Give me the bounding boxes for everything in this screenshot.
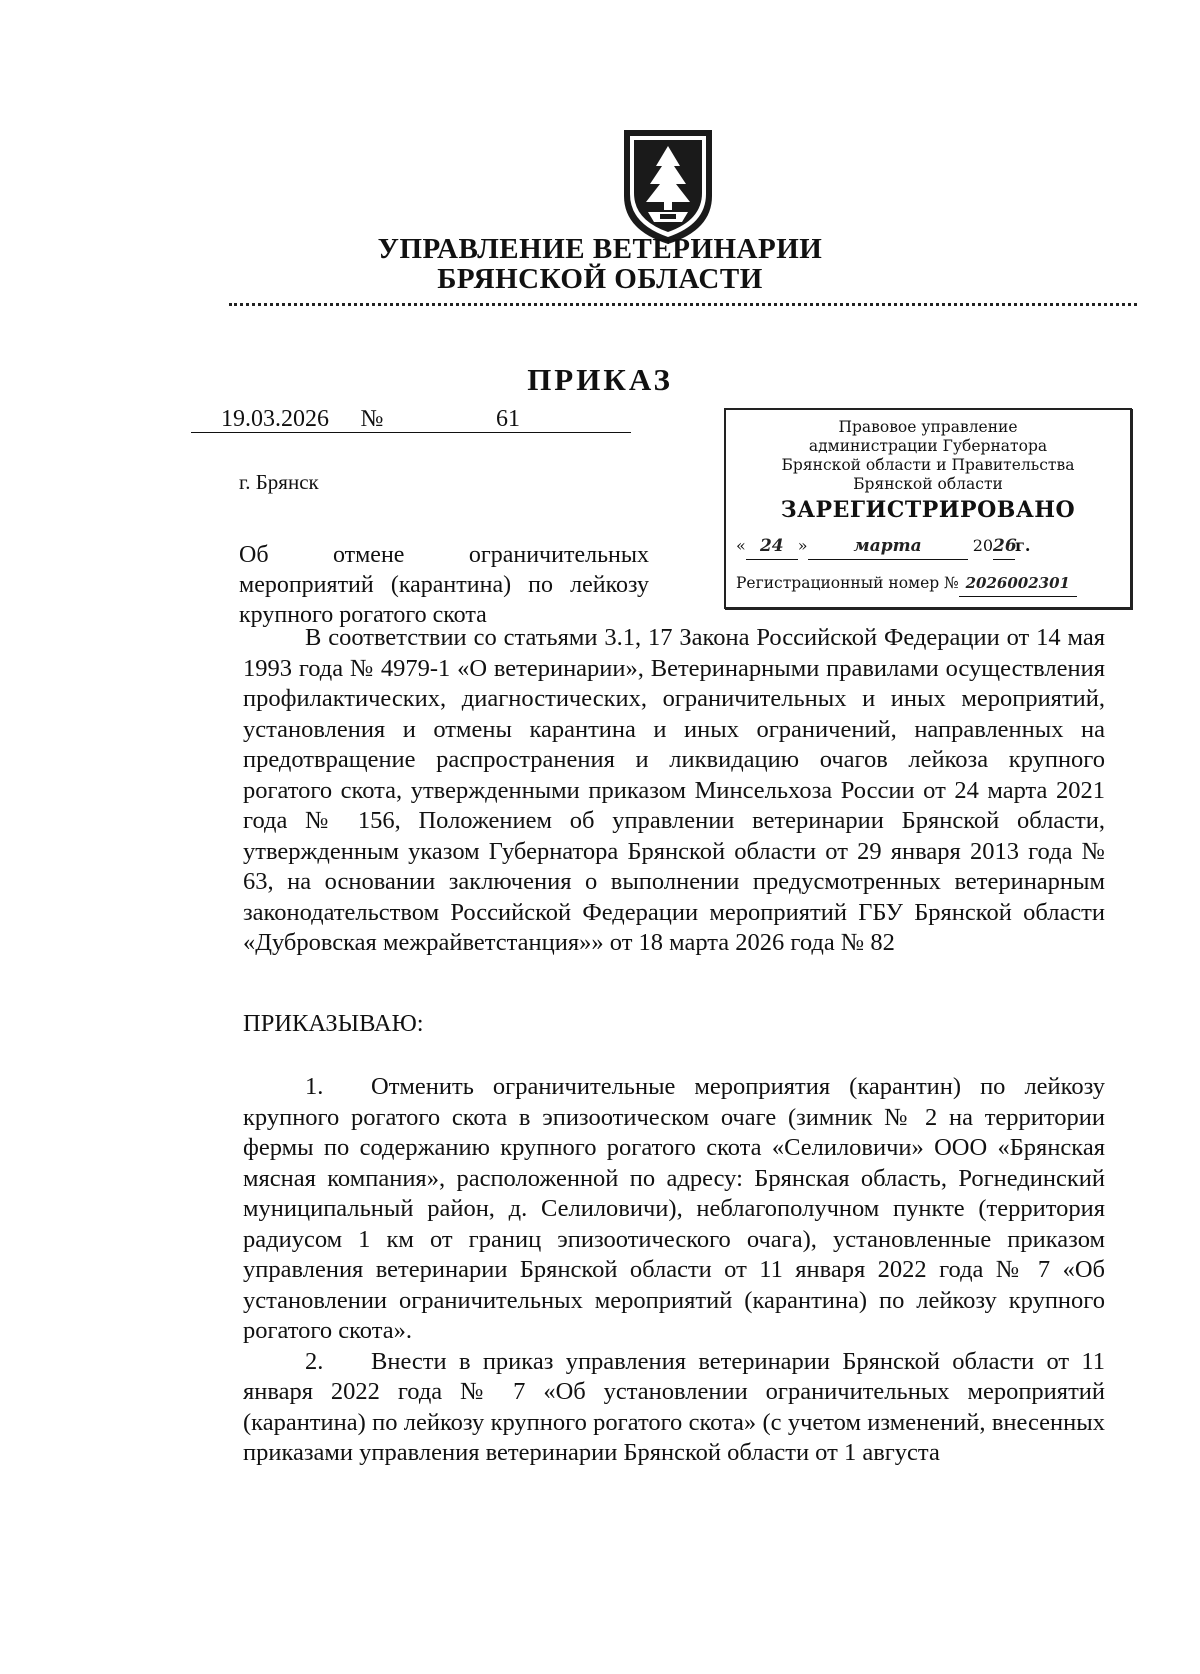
stamp-reg-number-line xyxy=(726,570,1130,597)
document-subject: Об отмене ограничительных мероприятий (карантина) по лейкозу крупного рогатого скота xyxy=(239,542,649,628)
stamp-reg-number-label: Регистрационный номер № xyxy=(736,574,959,592)
org-name-line1: УПРАВЛЕНИЕ ВЕТЕРИНАРИИ xyxy=(377,233,823,265)
stamp-line4: Брянской области xyxy=(853,475,1003,493)
header-divider xyxy=(229,303,1137,306)
order-items xyxy=(243,1072,1105,1469)
document-date: 19.03.2026 xyxy=(191,406,359,433)
stamp-year-prefix: 20 xyxy=(972,536,994,555)
stamp-year-unit: г. xyxy=(1015,536,1031,555)
order-word: ПРИКАЗЫВАЮ: xyxy=(243,1010,424,1037)
stamp-line1: Правовое управление xyxy=(838,418,1018,436)
coat-of-arms-icon xyxy=(620,126,716,248)
preamble-paragraph: В соответствии со статьями 3.1, 17 Закона Российской Федерации от 14 мая 1993 года № 4979-1 «О ветеринарии», Ветеринарными правилами осуществления профилактических, диагностических, ограничительных и иных мероприятий, установления и отмены карантина и иных ограничений, направленных на предотвращение распространения и ликвидацию очагов лейкоза крупного рогатого скота, утвержденными приказом Минсельхоза России от 24 марта 2021 года № 156, Положением об управлении ветеринарии Брянской области, утвержденным указом Губернатора Брянской области от 29 января 2013 года № 63, на основании заключения о выполнении предусмотренных ветеринарным законодательством Российской Федерации мероприятий ГБУ Брянской области «Дубровская межрайветстанция»» от 18 марта 2026 года № 82 xyxy=(243,624,1105,956)
order-item-number: 1. xyxy=(305,1073,324,1100)
order-item-text: Внести в приказ управления ветеринарии Брянской области от 11 января 2022 года № 7 «Об установлении ограничительных мероприятий (карантина) по лейкозу крупного рогатого скота» (с учетом изменений, внесенных приказами управления ветеринарии Брянской области от 1 августа xyxy=(243,1347,1105,1466)
stamp-day: 24 xyxy=(746,533,798,560)
stamp-date: « 24 » марта 2026г. xyxy=(726,533,1130,560)
date-number-line xyxy=(191,406,631,433)
stamp-reg-number: 2026002301 xyxy=(959,570,1077,597)
order-item xyxy=(243,1347,1105,1469)
registration-stamp xyxy=(724,408,1132,609)
stamp-year-suffix: 26 xyxy=(993,533,1015,560)
document-title: ПРИКАЗ xyxy=(527,362,673,397)
document-city: г. Брянск xyxy=(239,470,319,494)
preamble-block xyxy=(243,623,1105,959)
order-item-text: Отменить ограничительные мероприятия (карантин) по лейкозу крупного рогатого скота в эпизоотическом очаге (зимник № 2 на территории фермы по содержанию крупного рогатого скота «Селиловичи» ООО «Брянская мясная компания», расположенной по адресу: Брянская область, Рогнединский муниципальный район, д. Селиловичи), неблагополучном пункте (территория радиусом 1 км от границ эпизоотического очага), установленные приказом управления ветеринарии Брянской области от 11 января 2022 года № 7 «Об установлении ограничительных мероприятий (карантина) по лейкозу крупного рогатого скота». xyxy=(243,1073,1105,1344)
stamp-line2: администрации Губернатора xyxy=(808,437,1048,455)
stamp-line3: Брянской области и Правительства xyxy=(781,456,1075,474)
document-number: 61 xyxy=(385,406,631,433)
stamp-month: марта xyxy=(808,533,968,560)
order-item-number: 2. xyxy=(305,1347,324,1375)
number-label: № xyxy=(360,406,384,432)
order-item xyxy=(243,1072,1105,1347)
stamp-registered: ЗАРЕГИСТРИРОВАНО xyxy=(780,497,1076,523)
org-name-line2: БРЯНСКОЙ ОБЛАСТИ xyxy=(437,263,763,295)
